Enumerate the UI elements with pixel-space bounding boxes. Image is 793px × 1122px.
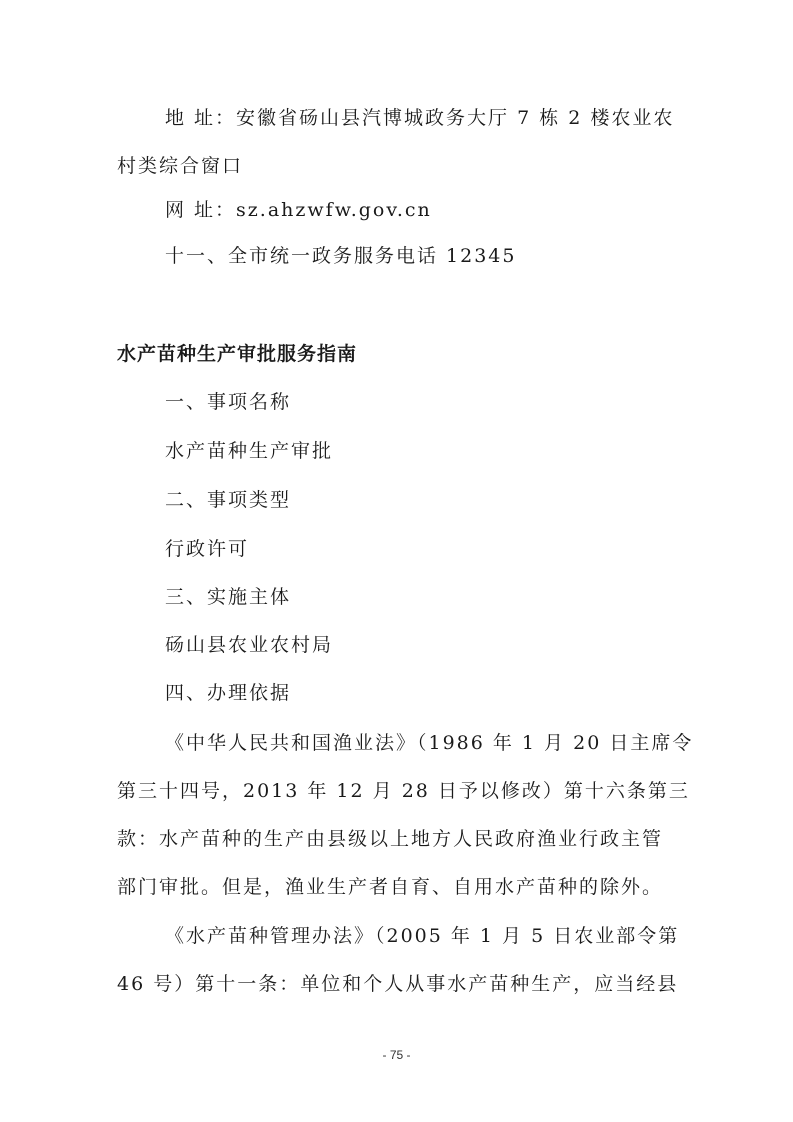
section-content-authority: 砀山县农业农村局 — [165, 634, 334, 656]
page-number: - 75 - — [382, 1048, 411, 1062]
basis-paragraph-2-line: 《水产苗种管理办法》（2005 年 1 月 5 日农业部令第 — [165, 925, 680, 947]
section-heading-basis: 四、办理依据 — [165, 682, 292, 704]
section-content-type: 行政许可 — [165, 538, 250, 560]
basis-paragraph-1-line: 《中华人民共和国渔业法》（1986 年 1 月 20 日主席令 — [165, 732, 694, 754]
basis-paragraph-1-line: 第三十四号，2013 年 12 月 28 日予以修改）第十六条第三 — [117, 780, 690, 802]
section-heading-name: 一、事项名称 — [165, 391, 292, 413]
hotline-line: 十一、全市统一政务服务电话 12345 — [165, 245, 517, 267]
website-line: 网 址：sz.ahzwfw.gov.cn — [165, 199, 432, 221]
section-heading-authority: 三、实施主体 — [165, 586, 292, 608]
basis-paragraph-2-line: 46 号）第十一条：单位和个人从事水产苗种生产，应当经县 — [117, 973, 679, 995]
guide-title: 水产苗种生产审批服务指南 — [117, 343, 358, 365]
section-heading-type: 二、事项类型 — [165, 489, 292, 511]
basis-paragraph-1-line: 部门审批。但是，渔业生产者自育、自用水产苗种的除外。 — [117, 876, 664, 898]
address-line-2: 村类综合窗口 — [117, 155, 244, 177]
address-line-1: 地 址：安徽省砀山县汽博城政务大厅 7 栋 2 楼农业农 — [165, 107, 675, 129]
basis-paragraph-1-line: 款：水产苗种的生产由县级以上地方人民政府渔业行政主管 — [117, 828, 664, 850]
section-content-name: 水产苗种生产审批 — [165, 440, 334, 462]
